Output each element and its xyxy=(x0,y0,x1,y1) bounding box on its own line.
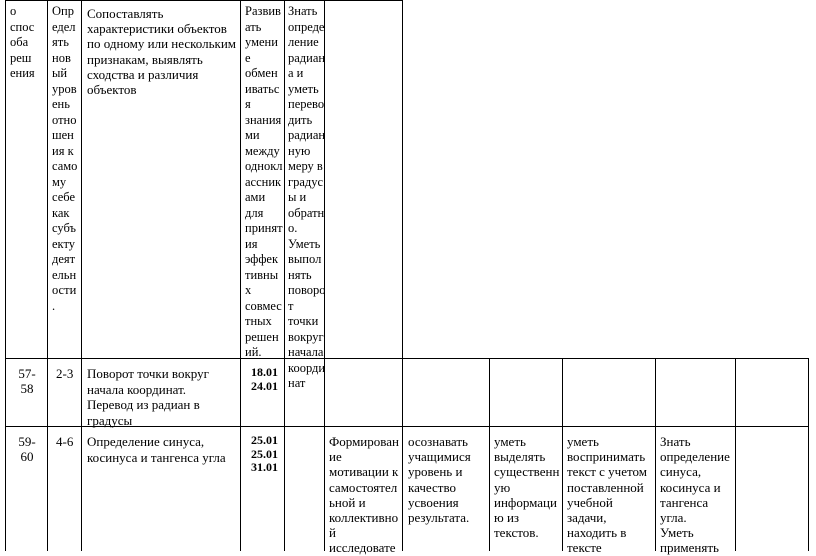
subject-result: Знать определение синуса, косинуса и тангенса угла. Уметь применять xyxy=(660,434,730,556)
lesson-topic: Поворот точки вокруг начала координат. Перевод из радиан в градусы xyxy=(87,366,209,428)
cell-subject-result: Знать опреде ление радиан а и уметь перево дить радиан ную меру в градус ы и обратн о. Уметь выпол нять поворо т точки вокруг начала коорди нат xyxy=(288,4,326,390)
regulative-result: осознавать учащимися уровень и качество усвоения результата. xyxy=(408,434,471,526)
lesson-topic: Определение синуса, косинуса и тангенса угла xyxy=(87,434,226,465)
table-col-line xyxy=(402,0,403,551)
table-col-line xyxy=(81,0,82,551)
cell-personal-result: Опр едел ять нов ый уров ень отно шен ия к само му себе как субъ екту деят ельн ости . xyxy=(52,4,78,313)
table-col-line xyxy=(284,0,285,551)
table-col-line xyxy=(562,358,563,551)
table-border-left xyxy=(5,0,6,551)
table-row-line xyxy=(5,358,809,359)
communicative-result: уметь воспринимать текст с учетом поставленной учебной задачи, находить в тексте xyxy=(567,434,647,556)
lesson-number: 59- 60 xyxy=(18,434,36,465)
lesson-hours: 4-6 xyxy=(56,434,74,449)
cell-communicative-result: Развив ать умени е обмен иватьс я знания ми между однокл ассник ами для принят ия эффек тивны х совмес тных решен ий. xyxy=(245,4,283,359)
table-border-top xyxy=(5,0,403,1)
lesson-hours: 2-3 xyxy=(56,366,74,381)
table-col-line xyxy=(47,0,48,551)
table-col-line xyxy=(655,358,656,551)
lesson-number: 57- 58 xyxy=(18,366,36,397)
cell-solution-method: о спос оба реш ения xyxy=(10,4,35,80)
personal-result: Формирован ие мотивации к самостоятел ьной и коллективно й исследовате xyxy=(329,434,399,556)
table-border-right xyxy=(808,358,809,551)
table-col-line xyxy=(735,358,736,551)
cell-cognitive-result: Сопоставлять характеристики объектов по одному или нескольким признакам, выявлять сходства и различия объектов xyxy=(87,6,237,98)
lesson-dates: 18.01 24.01 xyxy=(251,365,278,393)
lesson-dates: 25.01 25.01 31.01 xyxy=(251,433,278,474)
table-col-line xyxy=(240,0,241,551)
table-col-line xyxy=(489,358,490,551)
cognitive-result: уметь выделять существенн ую информаци ю из текстов. xyxy=(494,434,560,541)
